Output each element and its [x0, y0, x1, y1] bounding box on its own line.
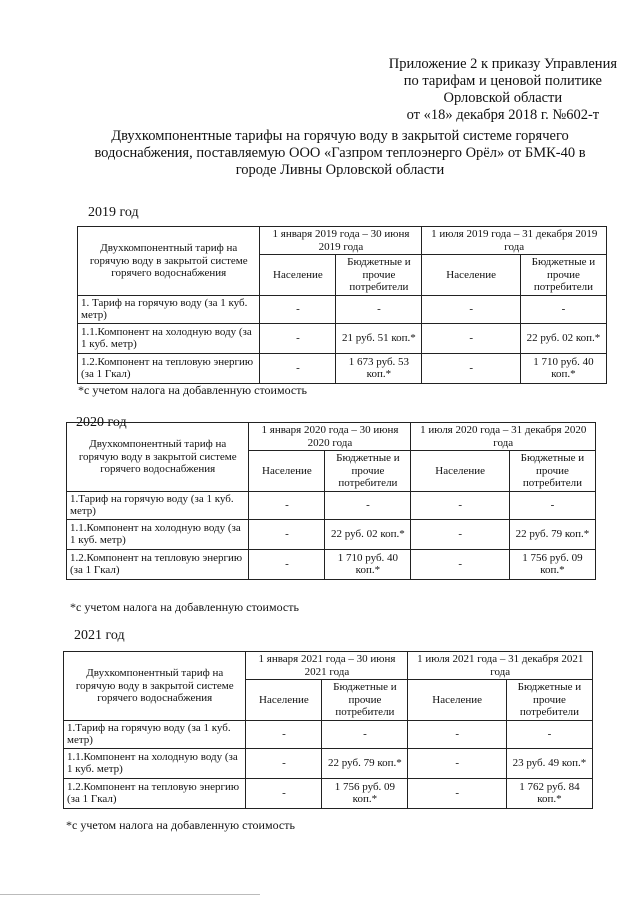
value-cell: -	[325, 491, 411, 519]
tariff-table	[63, 651, 593, 809]
value-cell: -	[322, 720, 408, 748]
footer-divider	[0, 894, 260, 895]
value-cell: -	[408, 748, 506, 778]
tariff-column-header: Двухкомпонентный тариф на горячую воду в закрытой системе горячего водоснабжения	[67, 423, 249, 492]
value-cell: -	[246, 748, 322, 778]
value-cell: 1 762 руб. 84 коп.*	[506, 778, 592, 808]
value-cell: -	[260, 295, 336, 323]
table-row	[67, 549, 596, 579]
value-cell: -	[249, 491, 325, 519]
table-row	[78, 295, 607, 323]
value-cell: -	[411, 491, 509, 519]
value-cell: 1 673 руб. 53 коп.*	[336, 353, 422, 383]
header-line-2: по тарифам и ценовой политике	[403, 73, 602, 89]
value-cell: -	[520, 295, 606, 323]
row-label: 1.1.Компонент на холодную воду (за 1 куб. метр)	[64, 748, 246, 778]
value-cell: 23 руб. 49 коп.*	[506, 748, 592, 778]
population-header: Население	[249, 451, 325, 492]
period-2-header: 1 июля 2019 года – 31 декабря 2019 года	[422, 227, 607, 255]
value-cell: 1 710 руб. 40 коп.*	[520, 353, 606, 383]
value-cell: 22 руб. 02 коп.*	[325, 519, 411, 549]
tariff-table	[66, 422, 596, 580]
value-cell: -	[422, 295, 520, 323]
value-cell: -	[422, 353, 520, 383]
budget-header: Бюджетные и прочие потребители	[520, 255, 606, 296]
population-header: Население	[411, 451, 509, 492]
row-label: 1.2.Компонент на тепловую энергию (за 1 Гкал)	[67, 549, 249, 579]
period-1-header: 1 января 2019 года – 30 июня 2019 года	[260, 227, 422, 255]
value-cell: -	[260, 353, 336, 383]
value-cell: -	[246, 720, 322, 748]
row-label: 1.1.Компонент на холодную воду (за 1 куб. метр)	[67, 519, 249, 549]
value-cell: -	[336, 295, 422, 323]
table-row	[64, 778, 593, 808]
table-row	[67, 491, 596, 519]
row-label: 1. Тариф на горячую воду (за 1 куб. метр)	[78, 295, 260, 323]
period-2-header: 1 июля 2020 года – 31 декабря 2020 года	[411, 423, 596, 451]
budget-header: Бюджетные и прочие потребители	[336, 255, 422, 296]
document-title: Двухкомпонентные тарифы на горячую воду в закрытой системе горячего водоснабжения, поставляемую ООО «Газпром теплоэнерго Орёл» от БМК-40 в городе Ливны Орловской области	[94, 128, 586, 178]
value-cell: -	[249, 519, 325, 549]
header-line-4: от «18» декабря 2018 г. №602-т	[406, 107, 600, 123]
row-label: 1.Тариф на горячую воду (за 1 куб. метр)	[67, 491, 249, 519]
value-cell: -	[249, 549, 325, 579]
header-line-3: Орловской области	[443, 90, 563, 106]
value-cell: -	[260, 323, 336, 353]
value-cell: -	[408, 720, 506, 748]
budget-header: Бюджетные и прочие потребители	[325, 451, 411, 492]
vat-note: *с учетом налога на добавленную стоимость	[70, 600, 299, 614]
table-row	[64, 720, 593, 748]
value-cell: 22 руб. 79 коп.*	[509, 519, 595, 549]
population-header: Население	[422, 255, 520, 296]
value-cell: -	[408, 778, 506, 808]
vat-note: *с учетом налога на добавленную стоимость	[66, 818, 295, 832]
table-row	[78, 353, 607, 383]
row-label: 1.1.Компонент на холодную воду (за 1 куб. метр)	[78, 323, 260, 353]
value-cell: 22 руб. 79 коп.*	[322, 748, 408, 778]
value-cell: -	[411, 519, 509, 549]
tariff-column-header: Двухкомпонентный тариф на горячую воду в закрытой системе горячего водоснабжения	[64, 652, 246, 721]
appendix-header	[389, 56, 617, 124]
population-header: Население	[408, 680, 506, 721]
budget-header: Бюджетные и прочие потребители	[322, 680, 408, 721]
population-header: Население	[260, 255, 336, 296]
value-cell: 1 710 руб. 40 коп.*	[325, 549, 411, 579]
period-1-header: 1 января 2020 года – 30 июня 2020 года	[249, 423, 411, 451]
tariff-table	[77, 226, 607, 384]
table-row	[78, 323, 607, 353]
row-label: 1.2.Компонент на тепловую энергию (за 1 Гкал)	[78, 353, 260, 383]
year-heading: 2020 год	[76, 415, 127, 430]
table-row	[64, 748, 593, 778]
period-2-header: 1 июля 2021 года – 31 декабря 2021 года	[408, 652, 593, 680]
value-cell: -	[411, 549, 509, 579]
row-label: 1.Тариф на горячую воду (за 1 куб. метр)	[64, 720, 246, 748]
tariff-column-header: Двухкомпонентный тариф на горячую воду в закрытой системе горячего водоснабжения	[78, 227, 260, 296]
table-row	[67, 519, 596, 549]
year-heading: 2021 год	[74, 628, 125, 643]
value-cell: 1 756 руб. 09 коп.*	[509, 549, 595, 579]
header-line-1: Приложение 2 к приказу Управления	[388, 56, 617, 72]
value-cell: -	[509, 491, 595, 519]
year-heading: 2019 год	[88, 205, 139, 220]
value-cell: 22 руб. 02 коп.*	[520, 323, 606, 353]
vat-note: *с учетом налога на добавленную стоимость	[78, 383, 307, 397]
budget-header: Бюджетные и прочие потребители	[506, 680, 592, 721]
budget-header: Бюджетные и прочие потребители	[509, 451, 595, 492]
value-cell: -	[246, 778, 322, 808]
value-cell: -	[422, 323, 520, 353]
value-cell: -	[506, 720, 592, 748]
value-cell: 1 756 руб. 09 коп.*	[322, 778, 408, 808]
value-cell: 21 руб. 51 коп.*	[336, 323, 422, 353]
row-label: 1.2.Компонент на тепловую энергию (за 1 Гкал)	[64, 778, 246, 808]
population-header: Население	[246, 680, 322, 721]
period-1-header: 1 января 2021 года – 30 июня 2021 года	[246, 652, 408, 680]
